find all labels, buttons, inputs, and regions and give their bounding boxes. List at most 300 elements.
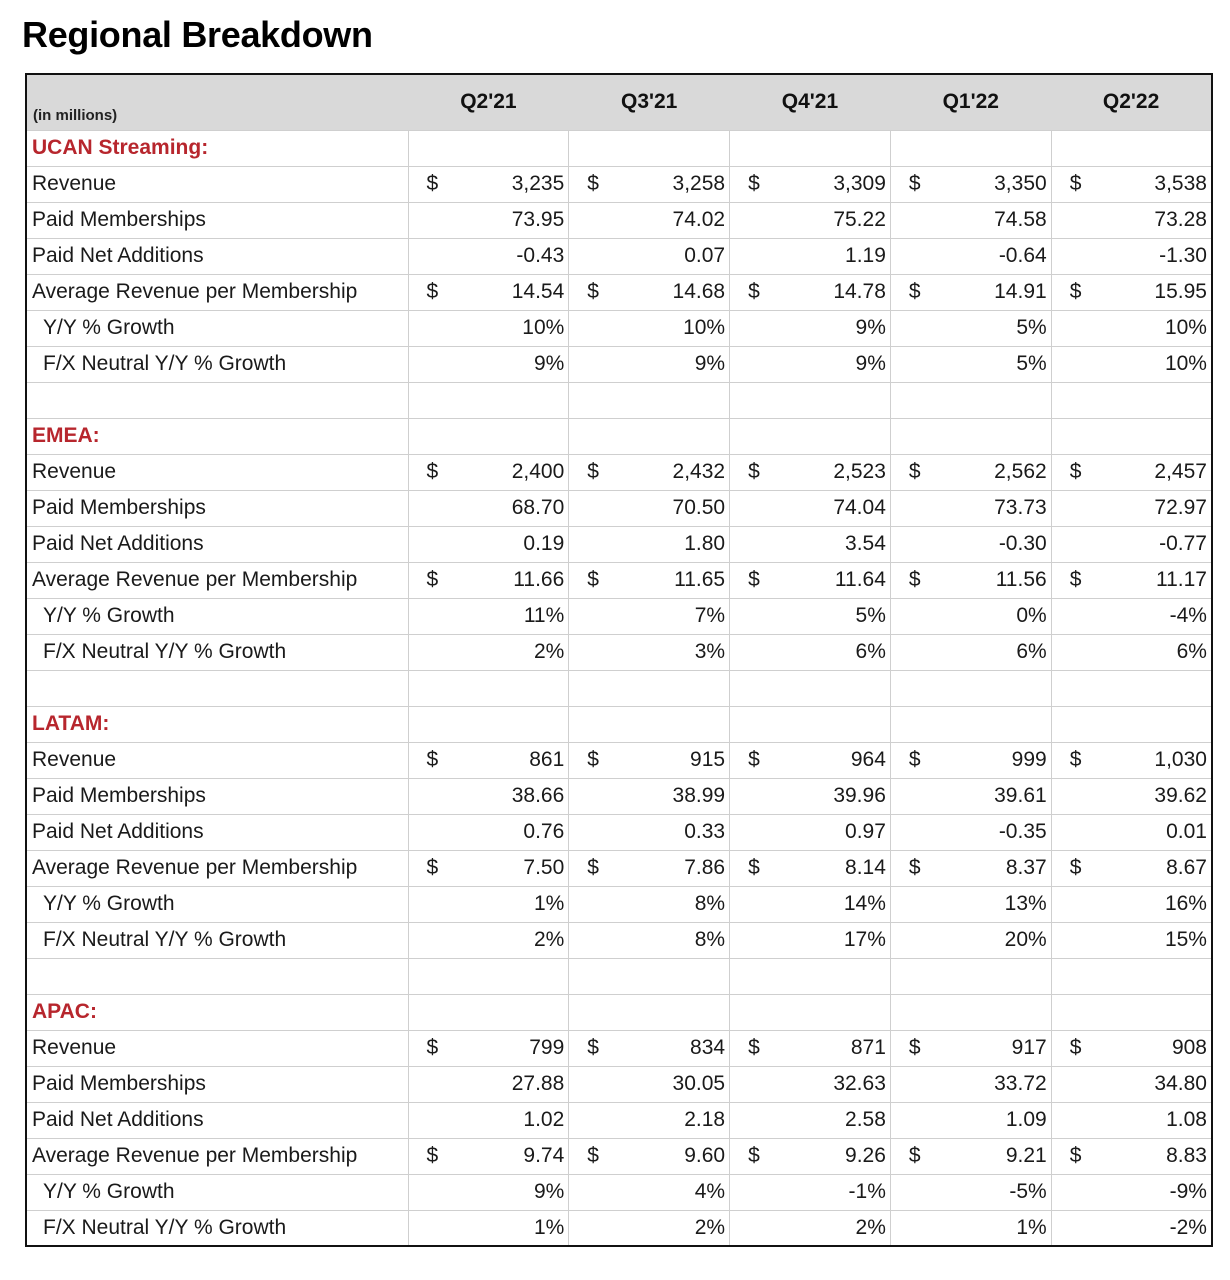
row-label-revenue: Revenue	[26, 166, 408, 202]
cell-value: 7%	[694, 604, 726, 627]
table-row	[26, 562, 1212, 598]
cell-value: 5%	[855, 604, 886, 627]
value-cell	[890, 1030, 1051, 1066]
empty-cell	[26, 382, 408, 418]
value-cell	[569, 166, 730, 202]
currency-symbol: $	[587, 748, 599, 771]
cell-value: 9.21	[1005, 1144, 1047, 1167]
cell-value: 0.01	[1166, 820, 1207, 843]
value-cell	[890, 1210, 1051, 1246]
section-header-row	[26, 994, 1212, 1030]
value-cell	[890, 274, 1051, 310]
currency-symbol: $	[748, 460, 760, 483]
cell-value: 1%	[533, 1215, 565, 1239]
value-cell	[890, 526, 1051, 562]
cell-value: 1.09	[1005, 1108, 1047, 1131]
value-cell	[1051, 598, 1212, 634]
cell-value: 7.50	[523, 856, 565, 879]
value-cell	[1051, 562, 1212, 598]
empty-cell	[730, 994, 891, 1030]
table-row	[26, 346, 1212, 382]
value-cell	[1051, 814, 1212, 850]
value-cell	[730, 1066, 891, 1102]
cell-value: 11.65	[674, 568, 726, 591]
cell-value: 3.54	[845, 532, 886, 555]
value-cell	[408, 850, 569, 886]
cell-value: 14.91	[994, 280, 1047, 303]
cell-value: 11.17	[1155, 568, 1207, 591]
cell-value: 9%	[855, 352, 886, 375]
spacer-row	[26, 958, 1212, 994]
currency-symbol: $	[908, 280, 921, 303]
value-cell	[730, 202, 891, 238]
table-row	[26, 202, 1212, 238]
value-cell	[408, 202, 569, 238]
empty-cell	[890, 418, 1051, 454]
cell-value: -2%	[1169, 1215, 1207, 1239]
value-cell	[1051, 490, 1212, 526]
cell-value: 2.58	[845, 1108, 886, 1131]
cell-value: 0.07	[684, 244, 726, 267]
value-cell	[569, 778, 730, 814]
cell-value: 0%	[1016, 604, 1047, 627]
empty-cell	[1051, 994, 1212, 1030]
cell-value: 73.95	[511, 208, 565, 231]
table-row	[26, 1030, 1212, 1066]
row-label-y-y-growth: Y/Y % Growth	[26, 886, 408, 922]
currency-symbol: $	[908, 460, 921, 483]
cell-value: 39.61	[994, 784, 1047, 807]
value-cell	[890, 454, 1051, 490]
value-cell	[1051, 274, 1212, 310]
empty-cell	[890, 958, 1051, 994]
cell-value: 7.86	[684, 856, 726, 879]
section-header-row	[26, 130, 1212, 166]
value-cell	[408, 274, 569, 310]
cell-value: 74.02	[672, 208, 726, 231]
value-cell	[569, 490, 730, 526]
empty-cell	[730, 706, 891, 742]
value-cell	[408, 1030, 569, 1066]
value-cell	[569, 1174, 730, 1210]
value-cell	[569, 1138, 730, 1174]
cell-value: 73.28	[1154, 208, 1207, 231]
table-row	[26, 634, 1212, 670]
cell-value: 8%	[694, 928, 726, 951]
cell-value: 14.68	[672, 280, 726, 303]
cell-value: -0.43	[516, 244, 565, 267]
currency-symbol: $	[1069, 1144, 1082, 1167]
empty-cell	[569, 706, 730, 742]
cell-value: 1.02	[523, 1108, 565, 1131]
value-cell	[1051, 526, 1212, 562]
empty-cell	[569, 130, 730, 166]
value-cell	[408, 922, 569, 958]
empty-cell	[408, 958, 569, 994]
section-header-row	[26, 418, 1212, 454]
empty-cell	[408, 418, 569, 454]
value-cell	[730, 526, 891, 562]
table-row	[26, 886, 1212, 922]
currency-symbol: $	[1069, 1036, 1082, 1059]
value-cell	[890, 634, 1051, 670]
table-row	[26, 490, 1212, 526]
value-cell	[408, 1174, 569, 1210]
value-cell	[730, 1174, 891, 1210]
value-cell	[1051, 634, 1212, 670]
cell-value: 32.63	[833, 1072, 886, 1095]
table-row	[26, 238, 1212, 274]
empty-cell	[890, 994, 1051, 1030]
row-label-average-revenue-per-membership: Average Revenue per Membership	[26, 274, 408, 310]
value-cell	[569, 886, 730, 922]
value-cell	[1051, 1066, 1212, 1102]
value-cell	[1051, 850, 1212, 886]
value-cell	[890, 310, 1051, 346]
empty-cell	[569, 958, 730, 994]
cell-value: 2%	[694, 1215, 726, 1239]
value-cell	[1051, 166, 1212, 202]
cell-value: 11.66	[513, 568, 565, 591]
cell-value: 8.67	[1166, 856, 1207, 879]
row-label-f-x-neutral-y-y-growth: F/X Neutral Y/Y % Growth	[26, 922, 408, 958]
empty-cell	[408, 670, 569, 706]
cell-value: 16%	[1164, 892, 1207, 915]
spacer-row	[26, 670, 1212, 706]
cell-value: 834	[690, 1036, 726, 1059]
empty-cell	[408, 382, 569, 418]
row-label-average-revenue-per-membership: Average Revenue per Membership	[26, 562, 408, 598]
cell-value: 1%	[1016, 1215, 1047, 1239]
currency-symbol: $	[1069, 856, 1082, 879]
table-row	[26, 526, 1212, 562]
cell-value: 6%	[1176, 640, 1207, 663]
cell-value: 75.22	[833, 208, 886, 231]
value-cell	[408, 526, 569, 562]
value-cell	[408, 742, 569, 778]
empty-cell	[1051, 418, 1212, 454]
value-cell	[890, 814, 1051, 850]
row-label-paid-net-additions: Paid Net Additions	[26, 1102, 408, 1138]
value-cell	[569, 1210, 730, 1246]
value-cell	[569, 310, 730, 346]
empty-cell	[730, 670, 891, 706]
value-cell	[730, 742, 891, 778]
empty-cell	[26, 958, 408, 994]
value-cell	[890, 922, 1051, 958]
section-heading-ucan-streaming: UCAN Streaming:	[26, 130, 408, 166]
table-row	[26, 742, 1212, 778]
value-cell	[569, 634, 730, 670]
value-cell	[890, 1174, 1051, 1210]
cell-value: 70.50	[672, 496, 726, 519]
value-cell	[730, 1030, 891, 1066]
currency-symbol: $	[1069, 460, 1082, 483]
value-cell	[730, 166, 891, 202]
row-label-revenue: Revenue	[26, 454, 408, 490]
value-cell	[408, 778, 569, 814]
row-label-revenue: Revenue	[26, 742, 408, 778]
cell-value: -0.77	[1159, 532, 1207, 555]
column-header-q2-21: Q2'21	[460, 89, 517, 113]
currency-symbol: $	[748, 1036, 760, 1059]
cell-value: 8.83	[1166, 1144, 1207, 1167]
column-header-q3-21: Q3'21	[621, 89, 678, 113]
empty-cell	[569, 994, 730, 1030]
cell-value: 34.80	[1154, 1072, 1207, 1095]
currency-symbol: $	[908, 1144, 921, 1167]
cell-value: 11.56	[995, 568, 1047, 591]
empty-cell	[890, 130, 1051, 166]
cell-value: 13%	[1004, 892, 1047, 915]
empty-cell	[1051, 382, 1212, 418]
cell-value: 15%	[1164, 928, 1207, 951]
value-cell	[569, 454, 730, 490]
value-cell	[730, 346, 891, 382]
value-cell	[730, 634, 891, 670]
value-cell	[408, 1210, 569, 1246]
value-cell	[730, 1210, 891, 1246]
value-cell	[569, 274, 730, 310]
currency-symbol: $	[908, 172, 921, 195]
currency-symbol: $	[1069, 568, 1082, 591]
cell-value: 3,309	[833, 172, 886, 195]
table-row	[26, 778, 1212, 814]
cell-value: 5%	[1016, 316, 1047, 339]
value-cell	[730, 310, 891, 346]
empty-cell	[26, 670, 408, 706]
cell-value: 3,235	[511, 172, 565, 195]
currency-symbol: $	[748, 1144, 760, 1167]
currency-symbol: $	[587, 1144, 599, 1167]
currency-symbol: $	[587, 460, 599, 483]
value-cell	[890, 562, 1051, 598]
empty-cell	[890, 706, 1051, 742]
value-cell	[1051, 454, 1212, 490]
section-heading-apac: APAC:	[26, 994, 408, 1030]
value-cell	[890, 202, 1051, 238]
cell-value: 799	[529, 1036, 565, 1059]
cell-value: 3,538	[1154, 172, 1207, 195]
row-label-paid-net-additions: Paid Net Additions	[26, 238, 408, 274]
currency-symbol: $	[908, 568, 921, 591]
value-cell	[890, 490, 1051, 526]
value-cell	[569, 1066, 730, 1102]
value-cell	[890, 598, 1051, 634]
column-header-q1-22: Q1'22	[942, 89, 999, 113]
unit-label: (in millions)	[33, 106, 118, 124]
value-cell	[569, 742, 730, 778]
value-cell	[569, 202, 730, 238]
row-label-y-y-growth: Y/Y % Growth	[26, 310, 408, 346]
cell-value: -1.30	[1159, 244, 1207, 267]
cell-value: 1,030	[1154, 748, 1207, 771]
value-cell	[569, 1102, 730, 1138]
value-cell	[730, 274, 891, 310]
value-cell	[408, 1138, 569, 1174]
cell-value: 14%	[843, 892, 886, 915]
value-cell	[890, 166, 1051, 202]
currency-symbol: $	[426, 748, 439, 771]
value-cell	[890, 1066, 1051, 1102]
cell-value: 17%	[843, 928, 886, 951]
cell-value: 8.14	[845, 856, 886, 879]
cell-value: 38.66	[511, 784, 565, 807]
value-cell	[569, 814, 730, 850]
cell-value: 9%	[533, 352, 565, 375]
cell-value: 1.80	[684, 532, 726, 555]
cell-value: 2,400	[511, 460, 565, 483]
value-cell	[1051, 1174, 1212, 1210]
value-cell	[569, 238, 730, 274]
cell-value: 27.88	[511, 1072, 565, 1095]
empty-cell	[569, 382, 730, 418]
cell-value: 0.33	[684, 820, 726, 843]
currency-symbol: $	[587, 280, 599, 303]
cell-value: 1%	[533, 892, 565, 915]
empty-cell	[408, 994, 569, 1030]
currency-symbol: $	[748, 280, 760, 303]
table-row	[26, 274, 1212, 310]
cell-value: 10%	[1164, 316, 1207, 339]
value-cell	[730, 778, 891, 814]
cell-value: 964	[850, 748, 886, 771]
value-cell	[1051, 1102, 1212, 1138]
row-label-paid-memberships: Paid Memberships	[26, 490, 408, 526]
value-cell	[1051, 202, 1212, 238]
value-cell	[890, 778, 1051, 814]
currency-symbol: $	[426, 280, 439, 303]
header-row	[26, 74, 1212, 130]
currency-symbol: $	[587, 1036, 599, 1059]
table-row	[26, 814, 1212, 850]
table-row	[26, 1138, 1212, 1174]
section-heading-emea: EMEA:	[26, 418, 408, 454]
value-cell	[730, 814, 891, 850]
page-title: Regional Breakdown	[22, 14, 373, 55]
row-label-paid-memberships: Paid Memberships	[26, 202, 408, 238]
row-label-y-y-growth: Y/Y % Growth	[26, 598, 408, 634]
currency-symbol: $	[748, 568, 760, 591]
value-cell	[730, 922, 891, 958]
cell-value: 8.37	[1005, 856, 1047, 879]
value-cell	[1051, 742, 1212, 778]
value-cell	[408, 238, 569, 274]
value-cell	[890, 1102, 1051, 1138]
cell-value: 10%	[522, 316, 565, 339]
empty-cell	[730, 958, 891, 994]
cell-value: 871	[850, 1036, 886, 1059]
cell-value: 30.05	[672, 1072, 726, 1095]
cell-value: 14.54	[511, 280, 565, 303]
value-cell	[890, 850, 1051, 886]
cell-value: 2,562	[994, 460, 1047, 483]
value-cell	[569, 562, 730, 598]
row-label-paid-net-additions: Paid Net Additions	[26, 526, 408, 562]
empty-cell	[1051, 130, 1212, 166]
cell-value: -9%	[1169, 1180, 1207, 1203]
cell-value: 11.64	[834, 568, 886, 591]
cell-value: 9%	[855, 316, 886, 339]
empty-cell	[408, 130, 569, 166]
section-heading-latam: LATAM:	[26, 706, 408, 742]
row-label-f-x-neutral-y-y-growth: F/X Neutral Y/Y % Growth	[26, 1210, 408, 1246]
cell-value: -0.30	[998, 532, 1047, 555]
value-cell	[730, 562, 891, 598]
cell-value: 0.76	[523, 820, 565, 843]
currency-symbol: $	[426, 1144, 439, 1167]
value-cell	[569, 526, 730, 562]
cell-value: 9.60	[684, 1144, 726, 1167]
row-label-y-y-growth: Y/Y % Growth	[26, 1174, 408, 1210]
currency-symbol: $	[587, 568, 599, 591]
spacer-row	[26, 382, 1212, 418]
currency-symbol: $	[1069, 280, 1082, 303]
value-cell	[1051, 1210, 1212, 1246]
currency-symbol: $	[748, 856, 760, 879]
value-cell	[408, 346, 569, 382]
cell-value: 6%	[1016, 640, 1047, 663]
empty-cell	[730, 382, 891, 418]
cell-value: 999	[1011, 748, 1047, 771]
table-row	[26, 922, 1212, 958]
cell-value: 9.74	[523, 1144, 565, 1167]
cell-value: 2,457	[1154, 460, 1207, 483]
empty-cell	[569, 670, 730, 706]
currency-symbol: $	[908, 748, 921, 771]
value-cell	[1051, 346, 1212, 382]
cell-value: 2,523	[833, 460, 886, 483]
cell-value: 38.99	[672, 784, 726, 807]
cell-value: 33.72	[994, 1072, 1047, 1095]
row-label-average-revenue-per-membership: Average Revenue per Membership	[26, 850, 408, 886]
column-header-q2-22: Q2'22	[1102, 89, 1160, 113]
row-label-average-revenue-per-membership: Average Revenue per Membership	[26, 1138, 408, 1174]
cell-value: 10%	[1164, 352, 1207, 375]
cell-value: 72.97	[1154, 496, 1207, 519]
cell-value: 9%	[694, 352, 726, 375]
cell-value: -5%	[1009, 1180, 1047, 1203]
cell-value: 3,258	[672, 172, 726, 195]
table-row	[26, 598, 1212, 634]
value-cell	[408, 454, 569, 490]
row-label-paid-memberships: Paid Memberships	[26, 1066, 408, 1102]
cell-value: 917	[1011, 1036, 1047, 1059]
value-cell	[890, 1138, 1051, 1174]
cell-value: 20%	[1004, 928, 1047, 951]
cell-value: 5%	[1016, 352, 1047, 375]
currency-symbol: $	[426, 568, 439, 591]
value-cell	[408, 490, 569, 526]
value-cell	[408, 310, 569, 346]
currency-symbol: $	[587, 172, 599, 195]
value-cell	[569, 346, 730, 382]
value-cell	[730, 1138, 891, 1174]
row-label-f-x-neutral-y-y-growth: F/X Neutral Y/Y % Growth	[26, 346, 408, 382]
cell-value: 1.19	[845, 244, 886, 267]
value-cell	[408, 598, 569, 634]
value-cell	[730, 850, 891, 886]
cell-value: 39.96	[833, 784, 886, 807]
value-cell	[1051, 1138, 1212, 1174]
cell-value: 11%	[523, 604, 565, 627]
cell-value: 2%	[855, 1215, 886, 1239]
cell-value: 861	[529, 748, 565, 771]
cell-value: -1%	[848, 1180, 886, 1203]
value-cell	[1051, 922, 1212, 958]
cell-value: 3%	[694, 640, 726, 663]
empty-cell	[408, 706, 569, 742]
